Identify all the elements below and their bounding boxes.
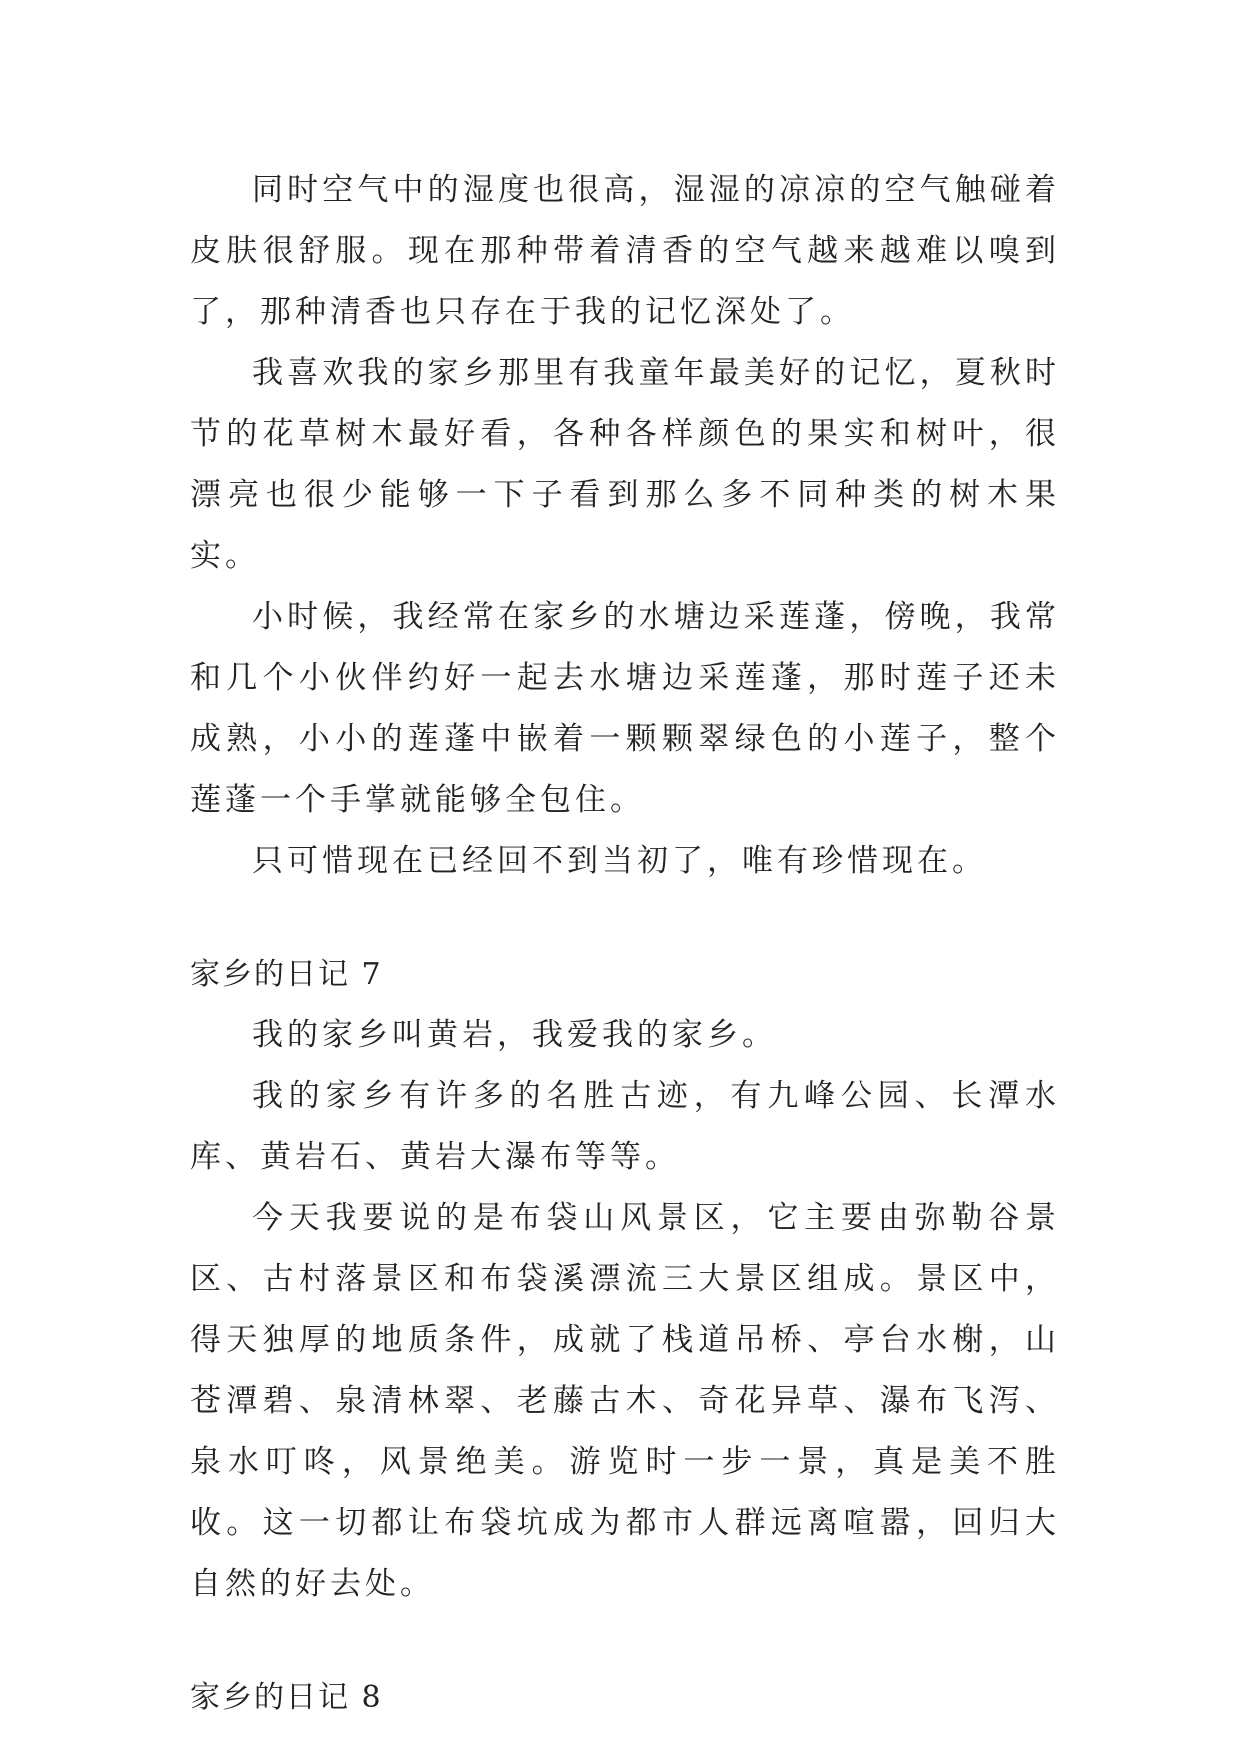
paragraph: 我的家乡有许多的名胜古迹，有九峰公园、长潭水库、黄岩石、黄岩大瀑布等等。 [190,1078,1060,1175]
document-body [190,160,1060,1728]
section-title-7: 家乡的日记 7 [190,957,383,992]
section-spacer [190,1615,1060,1667]
paragraph: 小时候，我经常在家乡的水塘边采莲蓬，傍晚，我常和几个小伙伴约好一起去水塘边采莲蓬，那时莲子还未成熟，小小的莲蓬中嵌着一颗颗翠绿色的小莲子，整个莲蓬一个手掌就能够全包住。 [190,599,1060,818]
section-spacer [190,892,1060,944]
paragraph: 我的家乡叫黄岩，我爱我的家乡。 [252,1017,777,1053]
paragraph: 只可惜现在已经回不到当初了，唯有珍惜现在。 [252,843,987,879]
paragraph: 同时空气中的湿度也很高，湿湿的凉凉的空气触碰着皮肤很舒服。现在那种带着清香的空气越来越难以嗅到了，那种清香也只存在于我的记忆深处了。 [190,172,1060,330]
section-title-8: 家乡的日记 8 [190,1680,383,1715]
paragraph: 我喜欢我的家乡那里有我童年最美好的记忆，夏秋时节的花草树木最好看，各种各样颜色的果实和树叶，很漂亮也很少能够一下子看到那么多不同种类的树木果实。 [190,355,1060,574]
paragraph: 今天我要说的是布袋山风景区，它主要由弥勒谷景区、古村落景区和布袋溪漂流三大景区组成。景区中，得天独厚的地质条件，成就了栈道吊桥、亭台水榭，山苍潭碧、泉清林翠、老藤古木、奇花异草、瀑布飞泻、泉水叮咚，风景绝美。游览时一步一景，真是美不胜收。这一切都让布袋坑成为都市人群远离喧嚣，回归大自然的好去处。 [190,1200,1060,1602]
